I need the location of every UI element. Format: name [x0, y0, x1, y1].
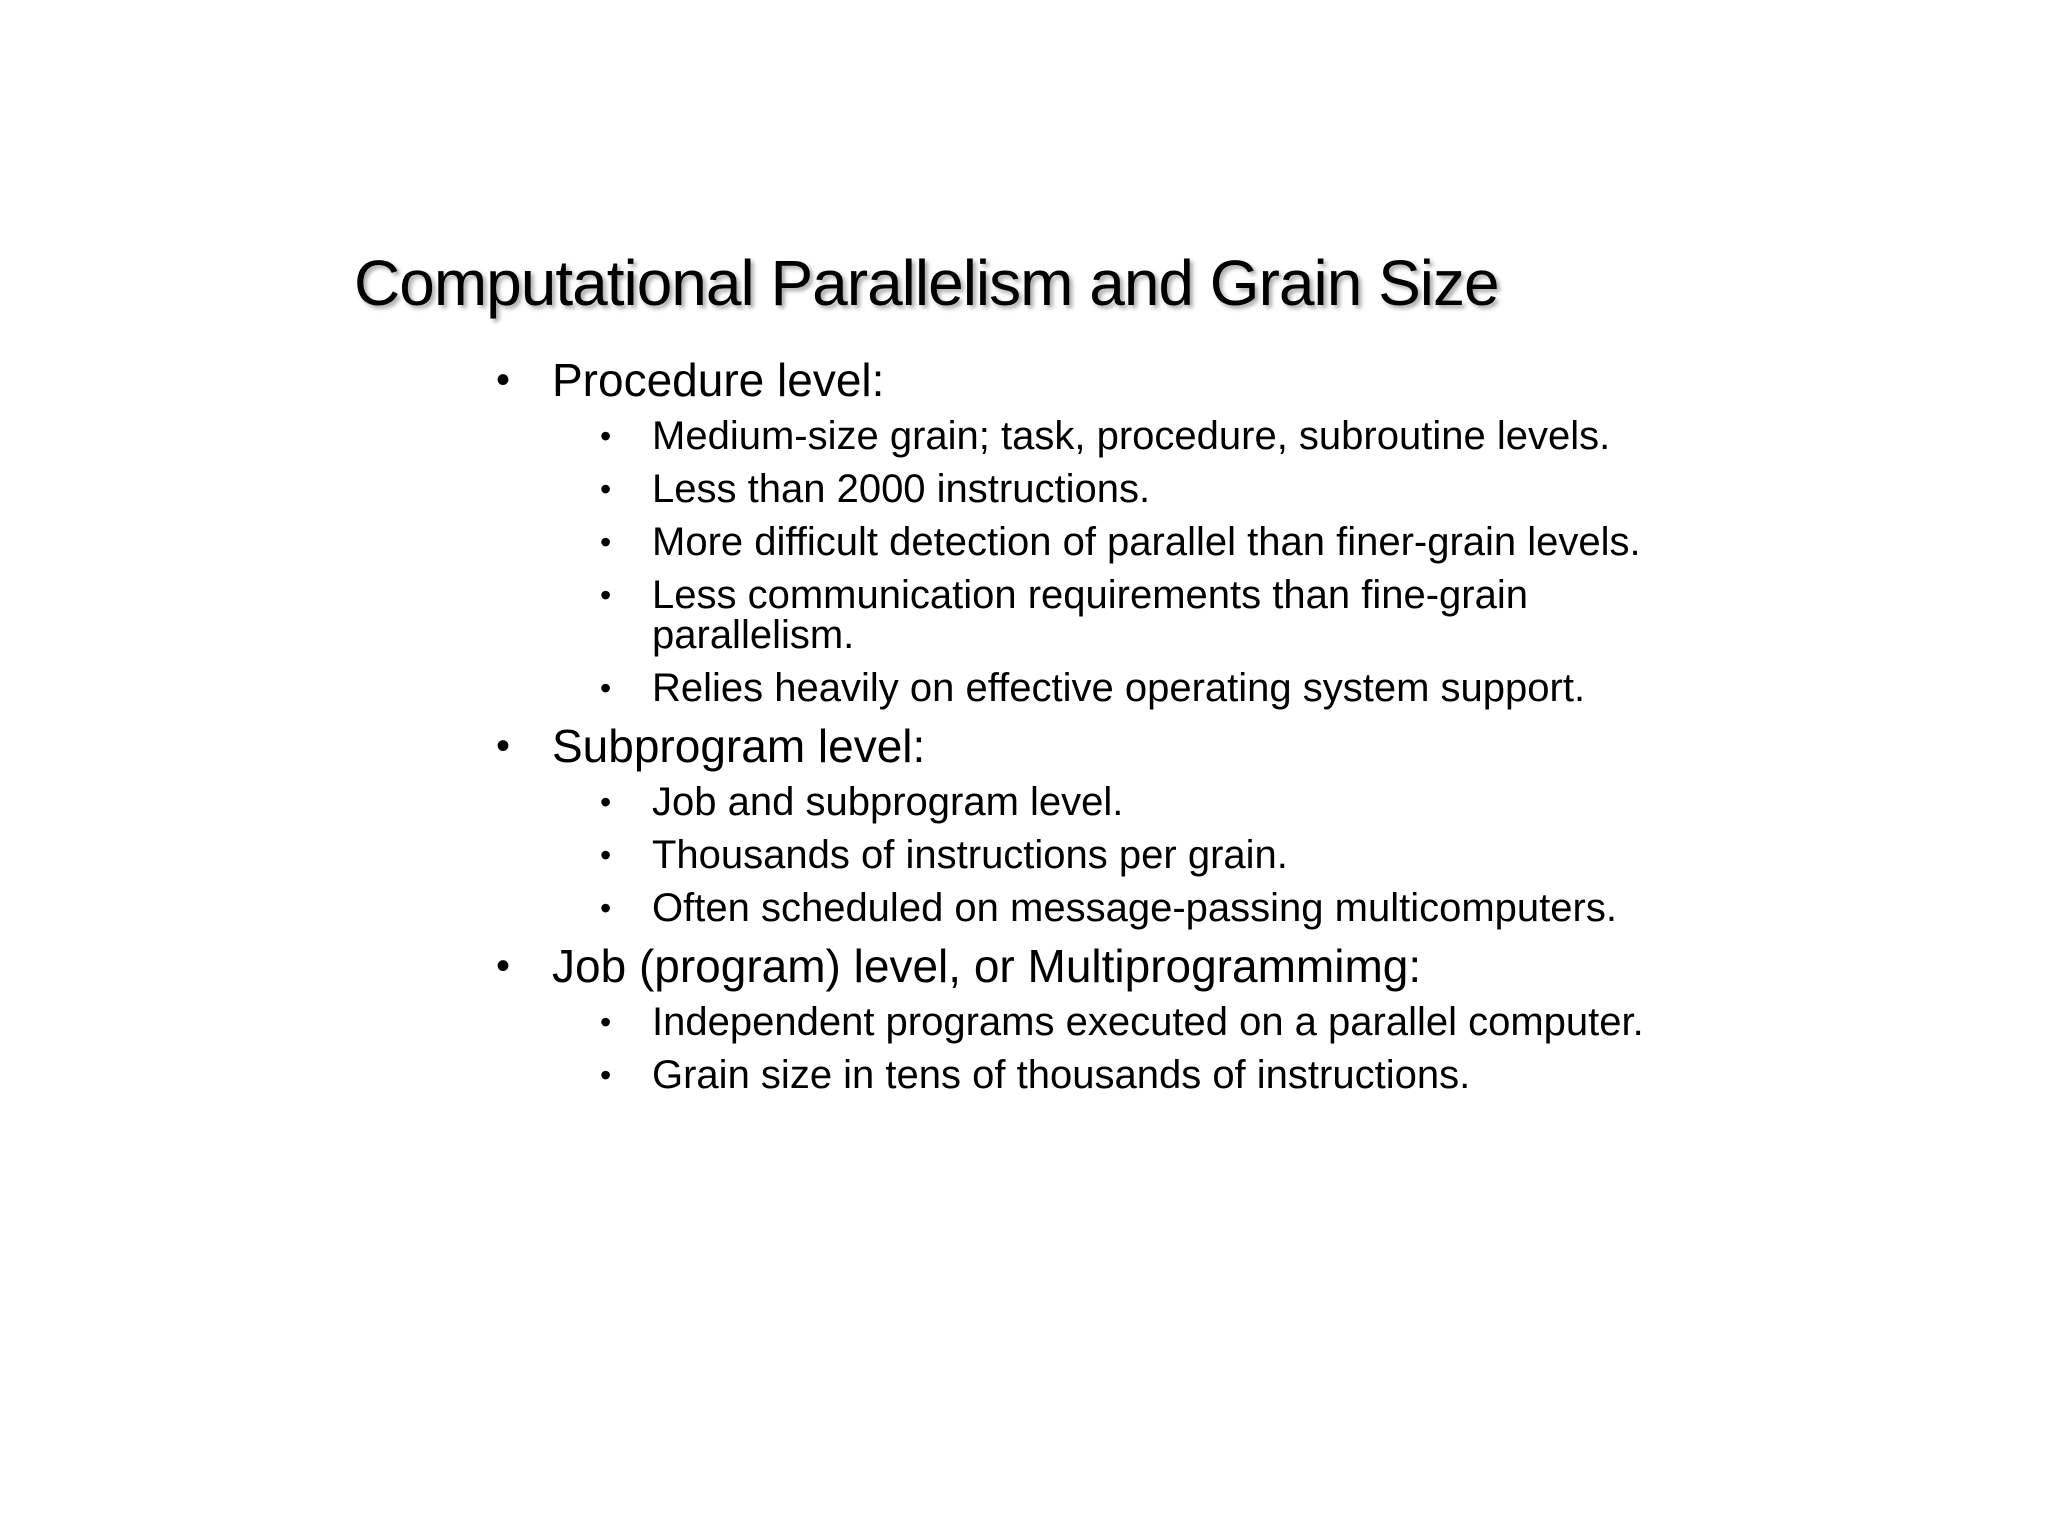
level1-item	[496, 938, 1796, 994]
list-item	[600, 1002, 1652, 1042]
bullet-icon: •	[600, 1004, 612, 1040]
section-job-level	[496, 938, 1796, 1095]
list-item-text: More difficult detection of parallel than finer-grain levels.	[652, 520, 1641, 564]
list-item	[600, 575, 1652, 655]
sub-list	[600, 1002, 1796, 1095]
list-item-text: Less than 2000 instructions.	[652, 467, 1151, 511]
bullet-icon: •	[600, 418, 612, 454]
bullet-icon: •	[496, 724, 511, 768]
slide-title: Computational Parallelism and Grain Size	[354, 247, 1499, 319]
list-item	[600, 888, 1652, 928]
bullet-icon: •	[496, 944, 511, 988]
bullet-icon: •	[600, 890, 612, 926]
bullet-icon: •	[600, 784, 612, 820]
list-item	[600, 782, 1652, 822]
list-item	[600, 835, 1652, 875]
bullet-icon: •	[600, 670, 612, 706]
list-item-text: Job and subprogram level.	[652, 780, 1124, 824]
sub-list	[600, 416, 1796, 708]
list-item	[600, 469, 1652, 509]
level1-heading: Procedure level:	[552, 354, 885, 406]
list-item	[600, 668, 1652, 708]
section-procedure-level	[496, 352, 1796, 708]
list-item-text: Less communication requirements than fine-grain parallelism.	[652, 573, 1528, 657]
section-subprogram-level	[496, 718, 1796, 928]
list-item	[600, 416, 1652, 456]
level1-heading: Subprogram level:	[552, 720, 926, 772]
list-item-text: Often scheduled on message-passing multicomputers.	[652, 886, 1617, 930]
list-item-text: Independent programs executed on a parallel computer.	[652, 1000, 1644, 1044]
level1-item	[496, 718, 1796, 774]
sub-list	[600, 782, 1796, 928]
bullet-icon: •	[496, 358, 511, 402]
list-item-text: Thousands of instructions per grain.	[652, 833, 1288, 877]
list-item-text: Grain size in tens of thousands of instructions.	[652, 1053, 1471, 1097]
list-item-text: Medium-size grain; task, procedure, subroutine levels.	[652, 414, 1611, 458]
bullet-icon: •	[600, 1057, 612, 1093]
bullet-icon: •	[600, 524, 612, 560]
list-item	[600, 1055, 1652, 1095]
list-item	[600, 522, 1652, 562]
bullet-icon: •	[600, 837, 612, 873]
bullet-icon: •	[600, 471, 612, 507]
bullet-icon: •	[600, 577, 612, 613]
level1-heading: Job (program) level, or Multiprogrammimg:	[552, 940, 1422, 992]
list-item-text: Relies heavily on effective operating system support.	[652, 666, 1586, 710]
level1-item	[496, 352, 1796, 408]
bullet-content	[496, 352, 1796, 1095]
